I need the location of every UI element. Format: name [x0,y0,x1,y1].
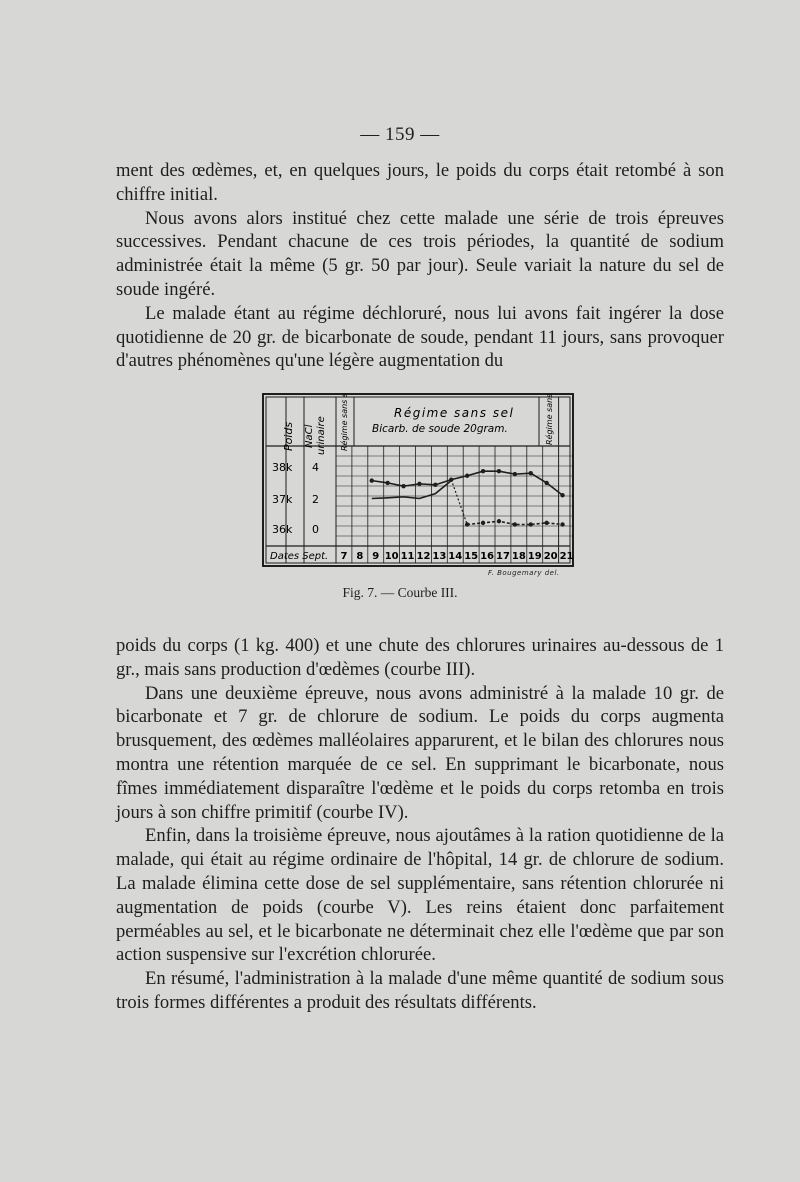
date-tick-label: 12 [416,551,431,562]
chart-grid [266,397,574,563]
header-nacl-2: urinaire [316,416,327,455]
date-tick-label: 16 [480,551,495,562]
date-tick-label: 8 [356,551,364,562]
paragraph: Le malade étant au régime déchloruré, nous lui avons fait ingérer la dose quotidienne de 20 gr. de bicarbonate de soude, pendant 11 jours, sans provoquer d'autres phénomènes qu'une légère augmentation du [116,302,724,372]
header-regime-left: Régime sans sel [340,393,349,451]
data-point [560,522,564,526]
header-nacl-1: NaCl [304,424,315,448]
data-point [417,482,421,486]
paragraph: En résumé, l'administration à la malade d'une même quantité de sodium sous trois formes différentes a produit des résultats différents. [116,968,724,1013]
date-tick-label: 15 [464,551,479,562]
chart-curves [370,469,565,527]
date-tick-label: 7 [340,551,348,562]
data-point [401,484,405,488]
date-tick-label: 18 [511,551,526,562]
figure-caption: Fig. 7. — Courbe III. [342,585,458,600]
row-label-36: 36k [272,523,293,536]
data-point [513,472,517,476]
date-tick-label: 9 [372,551,380,562]
date-labels [340,551,573,562]
date-tick-label: 21 [559,551,574,562]
text-block-bottom [116,634,724,1015]
paragraph: Enfin, dans la troisième épreuve, nous ajoutâmes à la ration quotidienne de la malade, qui était au régime ordinaire de l'hôpital, 14 gr. de chlorure de sodium. La malade élimina cette dose de sel supplémentaire, sans rétention chlorurée ni augmentation de poids (courbe V). Les reins étaient donc parfaitement perméables au sel, et le bicarbonate ne déterminait chez elle l'œdème que par son action suspensive sur l'excrétion chlorurée. [116,825,724,966]
data-point [433,483,437,487]
data-point [560,493,564,497]
data-point [497,469,501,473]
nacl-label-2: 2 [312,493,319,506]
data-point [544,481,548,485]
date-tick-label: 20 [543,551,558,562]
data-point [529,471,533,475]
figure-credit: F. Bougemary del. [488,569,560,577]
data-point [497,519,501,523]
date-tick-label: 13 [432,551,447,562]
data-point [385,481,389,485]
chart-inner-frame [266,397,570,563]
date-tick-label: 10 [384,551,399,562]
nacl-label-0: 0 [312,523,319,536]
header-title-1: Régime sans sel [394,406,515,420]
date-tick-label: 14 [448,551,463,562]
paragraph: Dans une deuxième épreuve, nous avons administré à la malade 10 gr. de bicarbonate et 7 gr. de chlorure de sodium. Le poids du corps augmenta brusquement, des œdèmes malléolaires apparurent, et le bilan des chlorures nous montra une rétention marquée de ce sel. En supprimant le bicarbonate, nous fîmes immédiatement disparaître l'œdème et le poids du corps retomba en trois jours à son chiffre primitif (courbe IV). [116,682,724,823]
header-title-2: Bicarb. de soude 20gram. [372,423,508,435]
date-tick-label: 11 [400,551,415,562]
data-point [481,469,485,473]
dates-label: Dates Sept. [270,551,329,562]
date-tick-label: 17 [495,551,510,562]
data-point [513,522,517,526]
header-regime-right: Régime sans sel [545,393,554,445]
chart-svg [262,393,574,567]
header-poids: Poids [282,421,295,451]
date-tick-label: 19 [527,551,542,562]
nacl-label-4: 4 [312,461,319,474]
paragraph: ment des œdèmes, et, en quelques jours, le poids du corps était retombé à son chiffre initial. [116,160,724,205]
row-label-38: 38k [272,461,293,474]
series-connector [451,480,467,525]
figure-chart [262,393,574,567]
paragraph: Nous avons alors institué chez cette malade une série de trois épreuves successives. Pendant chacune de ces trois périodes, la quantité de sodium administrée était la même (5 gr. 50 par jour). Seule variait la nature du sel de soude ingéré. [116,207,724,300]
data-point [465,474,469,478]
row-label-37: 37k [272,493,293,506]
data-point [481,521,485,525]
text-block-top [116,159,724,373]
data-point [370,478,374,482]
paragraph: poids du corps (1 kg. 400) et une chute des chlorures urinaires au-dessous de 1 gr., mais sans production d'œdèmes (courbe III). [116,635,724,680]
data-point [544,521,548,525]
page-number: — 159 — [360,124,440,145]
data-point [529,522,533,526]
